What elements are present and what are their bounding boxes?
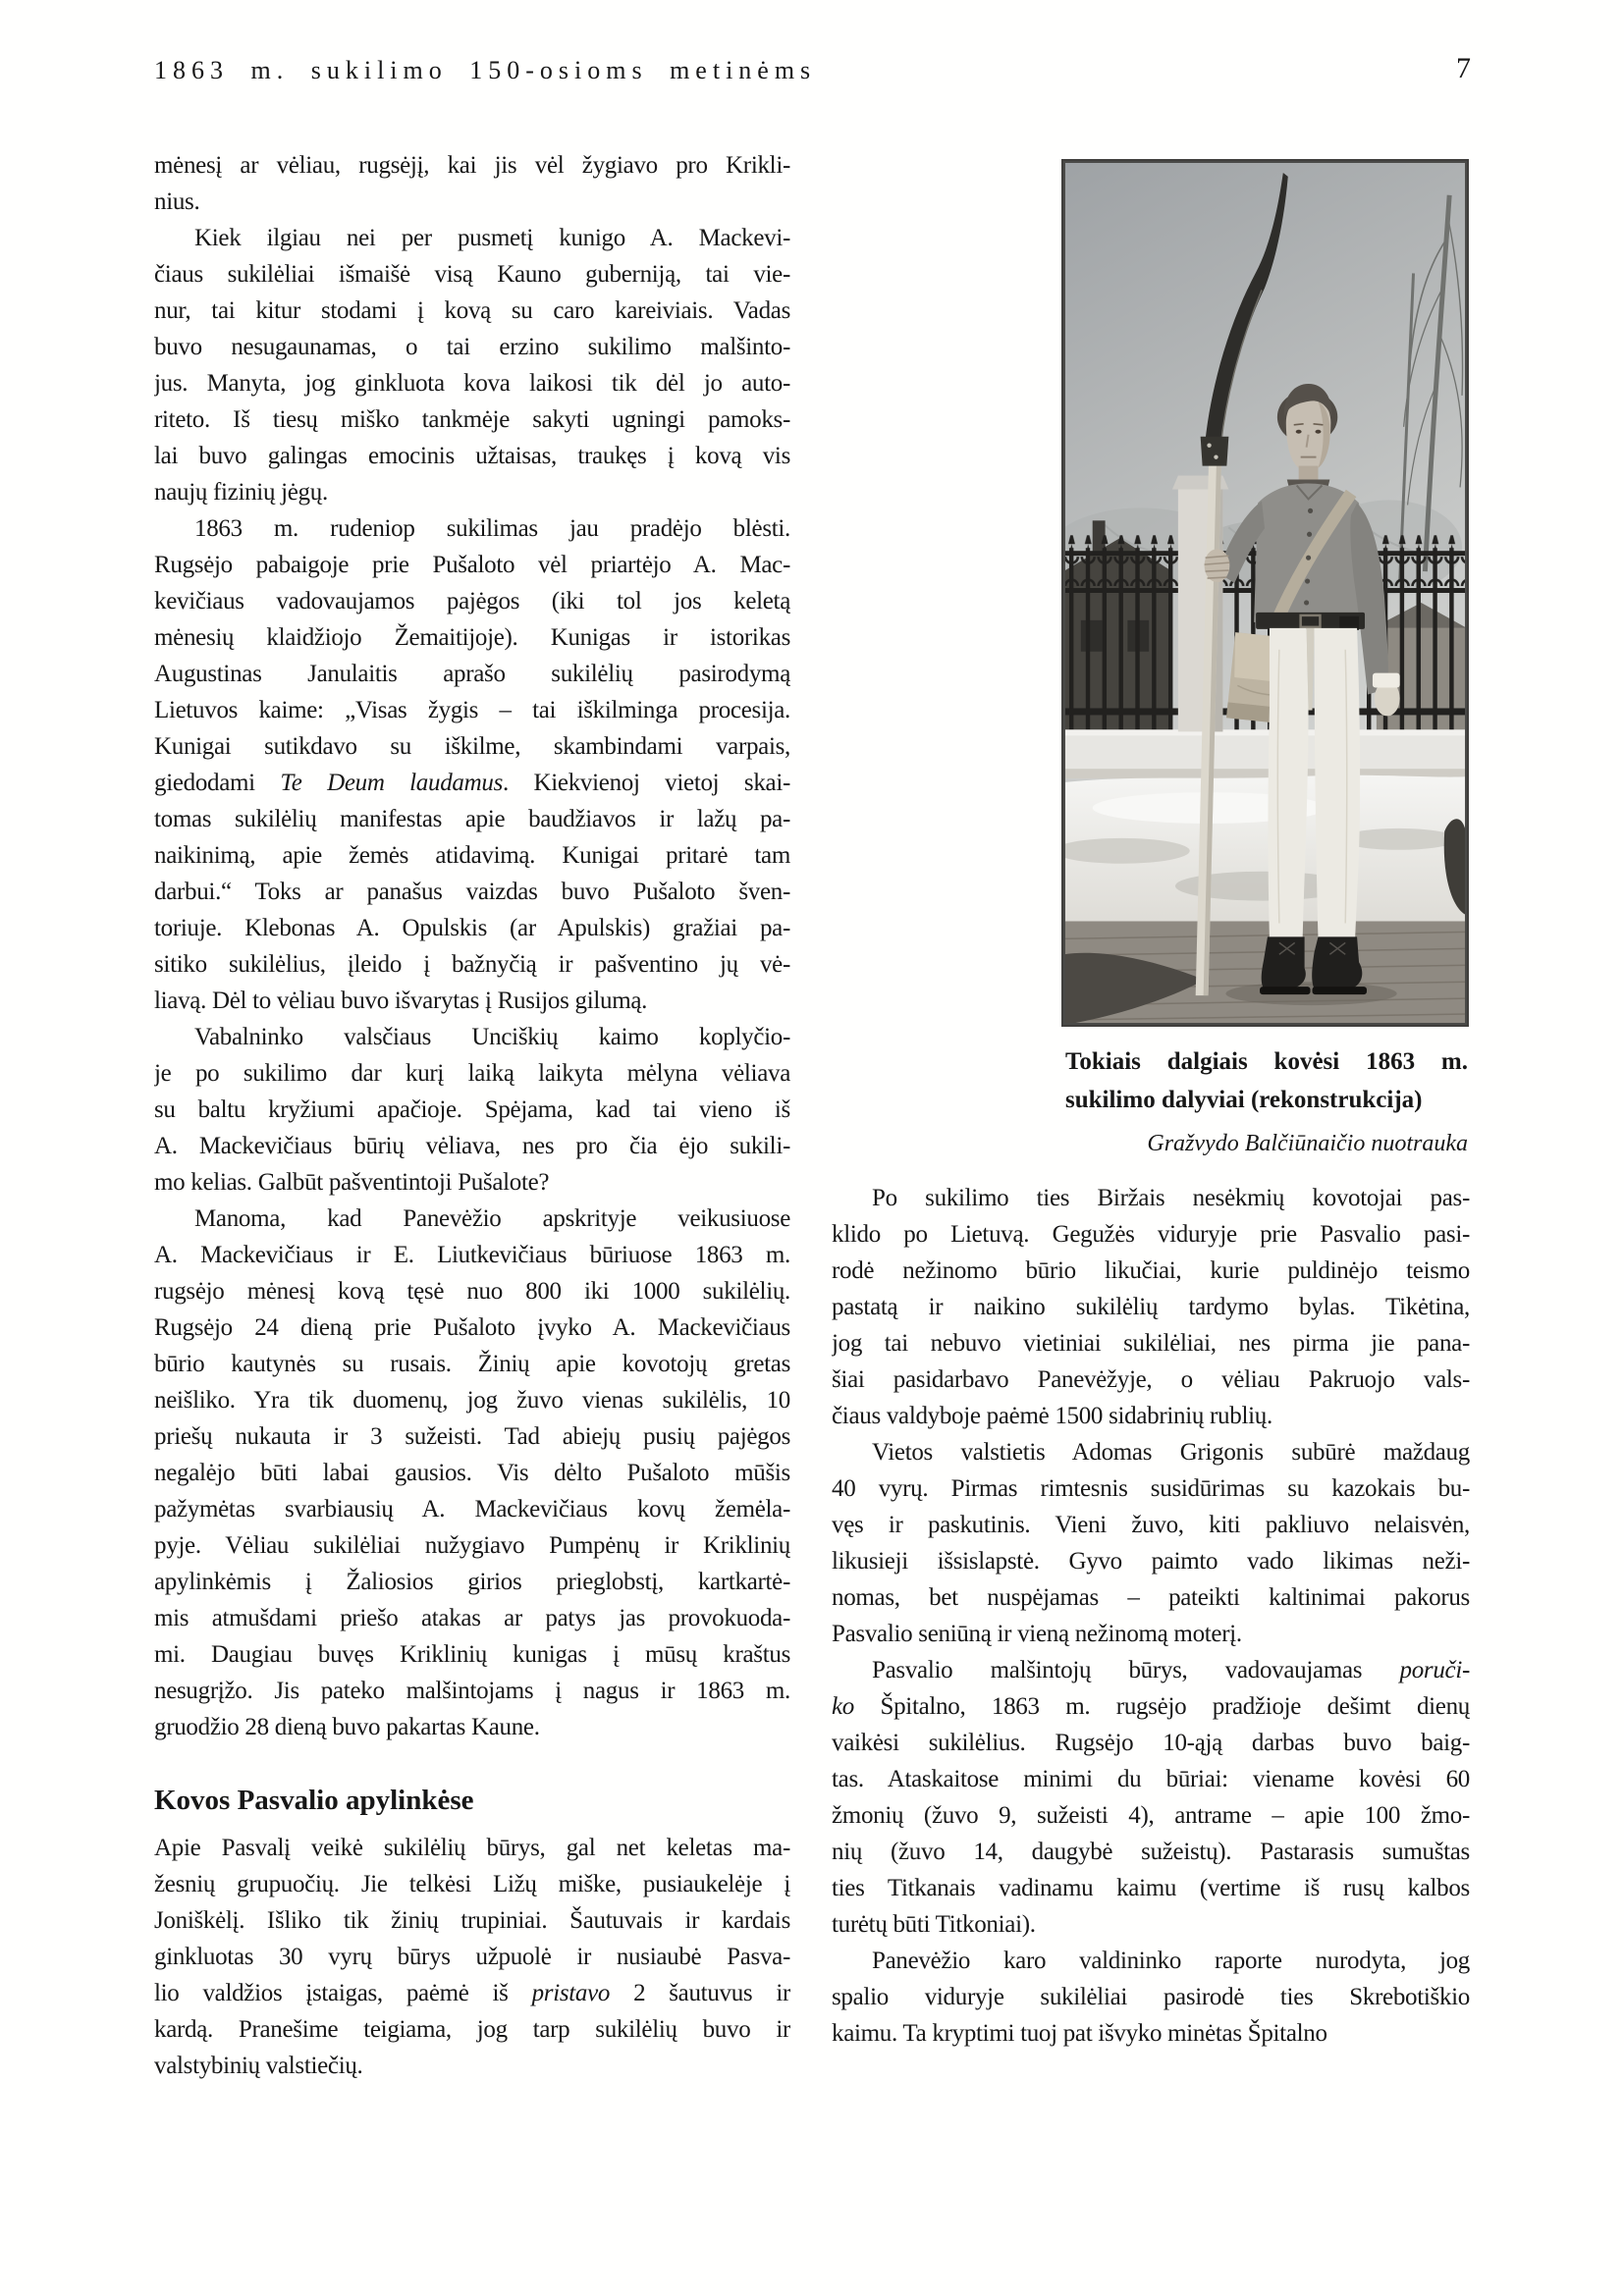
text-line: giedodami Te Deum laudamus. Kiekvienoj vietoj skai- xyxy=(154,770,790,796)
text-line: Rugsėjo 24 dieną prie Pušaloto įvyko A. Mackevičiaus xyxy=(154,1314,790,1341)
text-line: gruodžio 28 dieną buvo pakartas Kaune. xyxy=(154,1714,540,1740)
text-line: Pasvalio seniūną ir vieną nežinomą moterį. xyxy=(832,1621,1242,1647)
paragraph xyxy=(832,1434,1470,1652)
text-line: rodė nežinomo būrio likučiai, kurie puldinėjo teismo xyxy=(832,1257,1470,1284)
paragraph xyxy=(154,147,790,220)
text-line: klido po Lietuvą. Gegužės viduryje prie Pasvalio pasi- xyxy=(832,1221,1470,1248)
text-line: ginkluotas 30 vyrų būrys užpuolė ir nusiaubė Pasva- xyxy=(154,1944,790,1970)
photo-credit: Gražvydo Balčiūnaičio nuotrauka xyxy=(1147,1131,1468,1156)
text-line: Pasvalio malšintojų būrys, vadovaujamas poruči- xyxy=(872,1657,1470,1683)
text-line: mo kelias. Galbūt pašventintoji Pušalote? xyxy=(154,1169,550,1196)
text-line: vęs ir paskutinis. Vieni žuvo, kiti pakliuvo nelaisvėn, xyxy=(832,1512,1470,1538)
figure-shadow xyxy=(1225,982,1396,1005)
photo-frame xyxy=(1061,159,1469,1027)
paragraph xyxy=(154,1201,790,1745)
text-line: kardą. Pranešime teigiama, jog tarp sukilėlių buvo ir xyxy=(154,2016,790,2043)
text-line: Kunigai sutikdavo su iškilme, skambindami varpais, xyxy=(154,733,790,760)
text-line: turėtų būti Titkoniai). xyxy=(832,1911,1036,1938)
text-line: Kiek ilgiau nei per pusmetį kunigo A. Mackevi- xyxy=(194,225,790,251)
text-line: mis atmušdami priešo atakas ar patys jas provokuoda- xyxy=(154,1605,790,1631)
text-line: čiaus valdyboje paėmė 1500 sidabrinių rublių. xyxy=(832,1403,1272,1429)
text-line: nesugrįžo. Jis pateko malšintojams į nagus ir 1863 m. xyxy=(154,1678,790,1704)
text-line: 1863 m. rudeniop sukilimas jau pradėjo blėsti. xyxy=(194,515,790,542)
snow-bank xyxy=(1063,775,1467,935)
text-line: čiaus sukilėliai išmaišė visą Kauno guberniją, tai vie- xyxy=(154,261,790,288)
text-line: nius. xyxy=(154,188,200,215)
text-line: mėnesių klaidžiojo Žemaitijoje). Kunigas ir istorikas xyxy=(154,624,790,651)
paragraph xyxy=(154,510,790,1019)
caption-line-1: Tokiais dalgiais kovėsi 1863 m. xyxy=(1065,1048,1468,1075)
paragraph xyxy=(832,1652,1470,1943)
photo-caption xyxy=(1065,1042,1468,1160)
text-line: spalio viduryje sukilėliai pasirodė ties Skrebotiškio xyxy=(832,1984,1470,2010)
text-line: Panevėžio karo valdininko raporte nurodyta, jog xyxy=(872,1948,1470,1974)
neck xyxy=(1299,466,1319,482)
text-line: mėnesį ar vėliau, rugsėjį, kai jis vėl žygiavo pro Krikli- xyxy=(154,152,790,179)
paragraph xyxy=(154,220,790,510)
text-line: valstybinių valstiečių. xyxy=(154,2053,363,2079)
text-line: šiai pasidarbavo Panevėžyje, o vėliau Pakruojo vals- xyxy=(832,1366,1470,1393)
text-line: lio valdžios įstaigas, paėmė iš pristavo 2 šautuvus ir xyxy=(154,1980,790,2006)
text-line: vaikėsi sukilėlius. Rugsėjo 10-ąją darbas buvo baig- xyxy=(832,1730,1470,1756)
paragraph xyxy=(154,1019,790,1201)
text-line: būrio kautynės su rusais. Žinių apie kovotojų gretas xyxy=(154,1351,790,1377)
text-line: žmonių (žuvo 9, sužeisti 4), antrame – apie 100 žmo- xyxy=(832,1802,1470,1829)
text-line: toriuje. Klebonas A. Opulskis (ar Apulskis) gražiai pa- xyxy=(154,915,790,941)
running-title: 1863 m. sukilimo 150-osioms metinėms xyxy=(154,56,817,84)
paragraph xyxy=(832,1943,1470,2052)
text-line: ko Špitalno, 1863 m. rugsėjo pradžioje dešimt dienų xyxy=(832,1693,1470,1720)
text-line: pyje. Vėliau sukilėliai nužygiavo Pumpėnų ir Kriklinių xyxy=(154,1532,790,1559)
text-line: buvo nesugaunamas, o tai erzino sukilimo malšinto- xyxy=(154,334,790,360)
text-line: naujų fizinių jėgų. xyxy=(154,479,328,506)
text-line: negalėjo būti labai gausios. Vis dėlto Pušaloto mūšis xyxy=(154,1460,790,1486)
text-line: apylinkėmis į Žaliosios girios prieglobstį, kartkartė- xyxy=(154,1569,790,1595)
text-line: A. Mackevičiaus ir E. Liutkevičiaus būriuose 1863 m. xyxy=(154,1242,790,1268)
text-line: su baltu kryžiumi apačioje. Spėjama, kad tai vieno iš xyxy=(154,1096,790,1123)
blade-socket xyxy=(1201,437,1229,466)
text-line: ties Titkanais vadinamu kaimu (vertime iš rusų kalbos xyxy=(832,1875,1470,1901)
text-line: A. Mackevičiaus būrių vėliava, nes pro čia ėjo sukili- xyxy=(154,1133,790,1159)
text-line: nur, tai kitur stodami į kovą su caro kareiviais. Vadas xyxy=(154,297,790,324)
text-line: Lietuvos kaime: „Visas žygis – tai iškilminga procesija. xyxy=(154,697,790,723)
page-number: 7 xyxy=(1456,52,1471,84)
text-line: naikinimą, apie žemės atidavimą. Kunigai pritarė tam xyxy=(154,842,790,869)
text-line: mi. Daugiau buvęs Kriklinių kunigas į mūsų kraštus xyxy=(154,1641,790,1668)
text-line: kaimu. Ta kryptimi tuoj pat išvyko minėtas Špitalno xyxy=(832,2020,1327,2047)
text-line: Apie Pasvalį veikė sukilėlių būrys, gal net keletas ma- xyxy=(154,1835,790,1861)
text-line: Joniškėlį. Išliko tik žinių trupiniai. Šautuvais ir kardais xyxy=(154,1907,790,1934)
text-line: sitiko sukilėlius, įleido į bažnyčią ir pašventino jų vė- xyxy=(154,951,790,978)
text-line: žesnių grupuočių. Jie telkėsi Ližų miške, pusiaukelėje į xyxy=(154,1871,790,1897)
text-line: Rugsėjo pabaigoje prie Pušaloto vėl priartėjo A. Mac- xyxy=(154,552,790,578)
text-line: likusieji išsislapstė. Gyvo paimto vado likimas neži- xyxy=(832,1548,1470,1575)
caption-line-2: sukilimo dalyviai (rekonstrukcija) xyxy=(1065,1087,1423,1113)
fence-base-wall xyxy=(1063,729,1467,778)
text-line: nių (žuvo 14, daugybė sužeistų). Pastarasis sumuštas xyxy=(832,1839,1470,1865)
text-line: 40 vyrų. Pirmas rimtesnis susidūrimas su kazokais bu- xyxy=(832,1475,1470,1502)
text-line: tomas sukilėlių manifestas apie baudžiavos ir lažų pa- xyxy=(154,806,790,832)
paragraph xyxy=(154,1830,790,2084)
scythe-reenactor-photo xyxy=(1063,161,1467,1025)
text-line: riteto. Iš tiesų miško tankmėje sakyti ugningi pamoks- xyxy=(154,406,790,433)
text-line: Vietos valstietis Adomas Grigonis subūrė maždaug xyxy=(872,1439,1470,1466)
right-column xyxy=(832,1180,1470,2052)
text-line: darbui.“ Toks ar panašus vaizdas buvo Pušaloto šven- xyxy=(154,879,790,905)
paragraph xyxy=(832,1180,1470,1434)
text-line: Po sukilimo ties Biržais nesėkmių kovotojai pas- xyxy=(872,1185,1470,1211)
text-line: jog tai nebuvo vietiniai sukilėliai, nes pirma jie pana- xyxy=(832,1330,1470,1357)
text-line: kevičiaus vadovaujamos pajėgos (iki tol jos keletą xyxy=(154,588,790,614)
gate-pillar xyxy=(1172,476,1228,732)
text-line: je po sukilimo dar kurį laiką laikyta mėlyna vėliava xyxy=(154,1060,790,1087)
text-line: jus. Manyta, jog ginkluota kova laikosi tik dėl jo auto- xyxy=(154,370,790,397)
left-column xyxy=(154,147,790,2084)
text-line: pažymėtas svarbiausių A. Mackevičiaus kovų žemėla- xyxy=(154,1496,790,1522)
text-line: neišliko. Yra tik duomenų, jog žuvo vienas sukilėlis, 10 xyxy=(154,1387,790,1414)
text-line: Augustinas Janulaitis aprašo sukilėlių pasirodymą xyxy=(154,661,790,687)
text-line: Vabalninko valsčiaus Unciškių kaimo koplyčio- xyxy=(194,1024,790,1050)
text-line: priešų nukauta ir 3 sužeisti. Tad abiejų pusių pajėgos xyxy=(154,1423,790,1450)
text-line: lai buvo galingas emocinis užtaisas, traukęs į kovą vis xyxy=(154,443,790,469)
text-line: tas. Ataskaitose minimi du būriai: viename kovėsi 60 xyxy=(832,1766,1470,1792)
text-line: nomas, bet nuspėjamas – pateikti kaltinimai pakorus xyxy=(832,1584,1470,1611)
section-heading: Kovos Pasvalio apylinkėse xyxy=(154,1785,474,1816)
text-line: pastatą ir naikino sukilėlių tardymo bylas. Tikėtina, xyxy=(832,1294,1470,1320)
text-line: liavą. Dėl to vėliau buvo išvarytas į Rusijos gilumą. xyxy=(154,988,648,1014)
text-line: Manoma, kad Panevėžio apskrityje veikusiuose xyxy=(194,1205,790,1232)
text-line: rugsėjo mėnesį kovą tęsė nuo 800 iki 1000 sukilėlių. xyxy=(154,1278,790,1305)
